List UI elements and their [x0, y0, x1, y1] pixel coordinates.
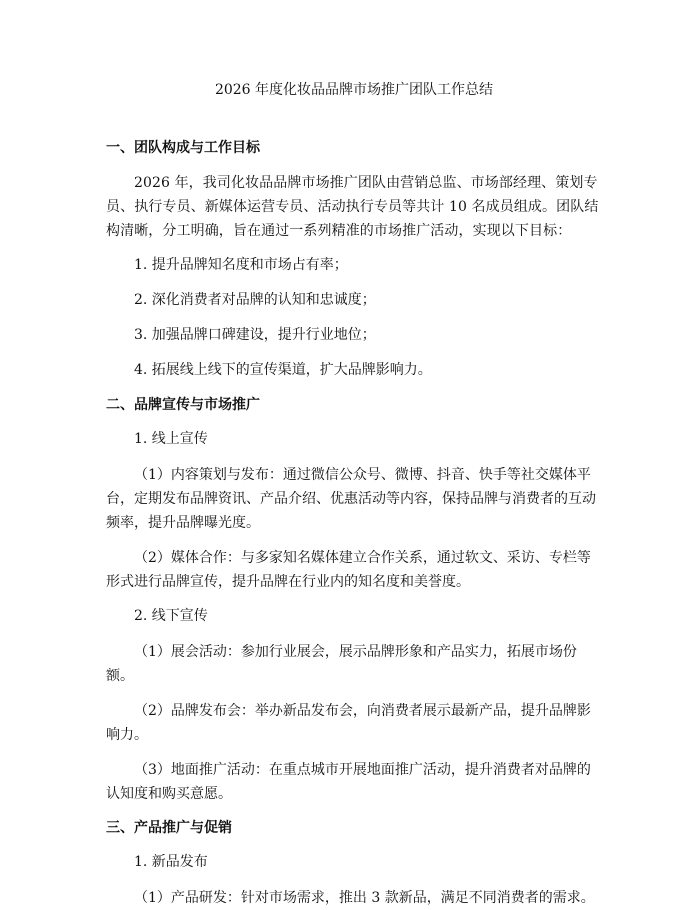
section-team-goals	[106, 137, 602, 381]
section-product-promotion	[106, 817, 602, 910]
subsection-offline-title: 2. 线下宣传	[134, 608, 208, 624]
goal-item: 3. 加强品牌口碑建设，提升行业地位；	[134, 327, 376, 343]
goal-item: 2. 深化消费者对品牌的认知和忠诚度；	[134, 292, 376, 308]
section-intro-paragraph: 2026 年，我司化妆品品牌市场推广团队由营销总监、市场部经理、策划专员、执行专员、新媒体运营专员、活动执行专员等共计 10 名成员组成。团队结构清晰，分工明确，旨在通过一系列精准的市场推广活动，实现以下目标：	[106, 175, 599, 239]
section-heading: 一、团队构成与工作目标	[106, 140, 260, 156]
offline-item: （2）品牌发布会：举办新品发布会，向消费者展示最新产品，提升品牌影响力。	[106, 703, 591, 743]
document-title: 2026 年度化妆品品牌市场推广团队工作总结	[214, 82, 494, 98]
section-heading: 二、品牌宣传与市场推广	[106, 397, 260, 413]
subsection-online-title: 1. 线上宣传	[134, 431, 208, 447]
online-item: （2）媒体合作：与多家知名媒体建立合作关系，通过软文、采访、专栏等形式进行品牌宣传，提升品牌在行业内的知名度和美誉度。	[106, 550, 591, 590]
goal-item: 1. 提升品牌知名度和市场占有率；	[134, 257, 348, 273]
goal-item: 4. 拓展线上线下的宣传渠道，扩大品牌影响力。	[134, 362, 432, 378]
online-item: （1）内容策划与发布：通过微信公众号、微博、抖音、快手等社交媒体平台，定期发布品牌资讯、产品介绍、优惠活动等内容，保持品牌与消费者的互动频率，提升品牌曝光度。	[106, 467, 596, 531]
offline-item: （1）展会活动：参加行业展会，展示品牌形象和产品实力，拓展市场份额。	[106, 644, 577, 684]
section-heading: 三、产品推广与促销	[106, 820, 232, 836]
subsection-launch-title: 1. 新品发布	[134, 854, 208, 870]
offline-item: （3）地面推广活动：在重点城市开展地面推广活动，提升消费者对品牌的认知度和购买意愿。	[106, 762, 591, 802]
launch-item: （1）产品研发：针对市场需求，推出 3 款新品，满足不同消费者的需求。	[134, 890, 595, 906]
section-brand-promotion	[106, 394, 602, 806]
